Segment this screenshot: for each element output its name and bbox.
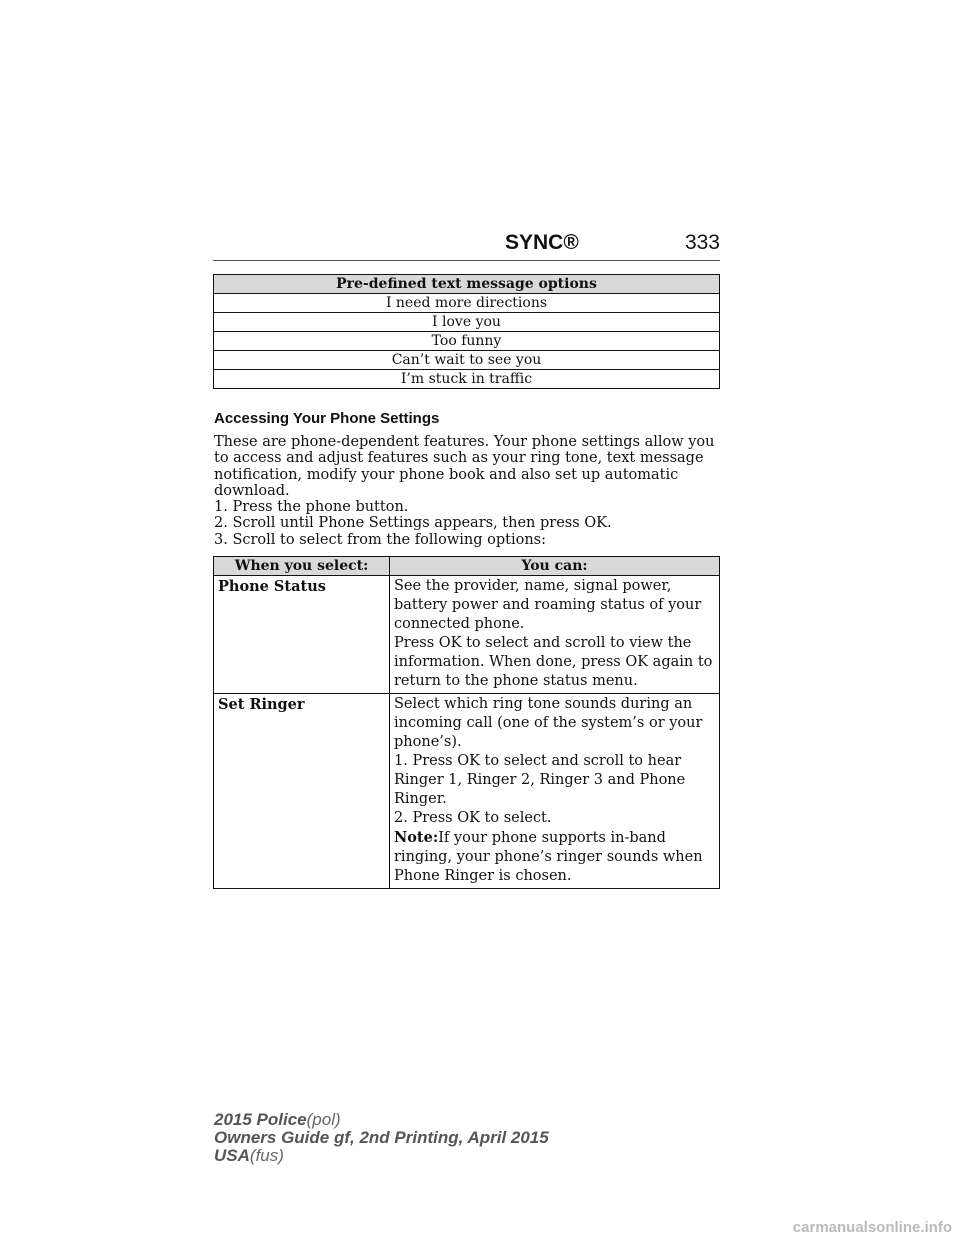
description-line: 1. Press OK to select and scroll to hear Ringer 1, Ringer 2, Ringer 3 and Phone Ringer.	[394, 753, 686, 807]
page-number: 333	[684, 231, 720, 254]
watermark: carmanualsonline.info	[792, 1219, 952, 1236]
phone-settings-options-table	[213, 556, 720, 889]
step-item: 1. Press the phone button.	[214, 499, 409, 516]
section-heading: Accessing Your Phone Settings	[214, 410, 440, 427]
column-header-when-you-select: When you select:	[214, 557, 390, 576]
note-label: Note:	[394, 829, 439, 846]
description-line: 2. Press OK to select.	[394, 810, 552, 826]
option-description	[390, 576, 720, 694]
page-header	[213, 228, 720, 261]
text-message-options-table	[213, 274, 720, 389]
description-line: Select which ring tone sounds during an incoming call (one of the system’s or your phone’s).	[394, 696, 703, 750]
table-row	[214, 694, 720, 889]
table-header: Pre-defined text message options	[214, 275, 720, 294]
page-footer	[214, 1111, 549, 1165]
table-row: I need more directions	[214, 294, 720, 313]
description-line: Press OK to select and scroll to view the information. When done, press OK again to return to the phone status menu.	[394, 635, 713, 689]
table-row: I’m stuck in traffic	[214, 370, 720, 389]
option-description	[390, 694, 720, 889]
table-row: I love you	[214, 313, 720, 332]
table-row: Can’t wait to see you	[214, 351, 720, 370]
section-body	[214, 434, 724, 548]
footer-line	[214, 1147, 549, 1165]
footer-edition: Owners Guide gf, 2nd Printing, April 2015	[214, 1128, 549, 1147]
chapter-title: SYNC®	[505, 231, 579, 254]
footer-market-code: (fus)	[249, 1146, 284, 1165]
intro-paragraph: These are phone-dependent features. Your phone settings allow you to access and adjust features such as your ring tone, text message notification, modify your phone book and also set up automatic download.	[214, 434, 715, 499]
column-header-you-can: You can:	[390, 557, 720, 576]
note-text: If your phone supports in-band ringing, your phone’s ringer sounds when Phone Ringer is chosen.	[394, 830, 703, 884]
footer-model-code: (pol)	[306, 1110, 341, 1129]
footer-market: USA	[214, 1146, 250, 1165]
footer-model: 2015 Police	[214, 1110, 307, 1129]
table-row: Too funny	[214, 332, 720, 351]
step-item: 3. Scroll to select from the following options:	[214, 531, 546, 548]
footer-line	[214, 1129, 549, 1147]
note-line	[394, 828, 715, 886]
description-line: See the provider, name, signal power, battery power and roaming status of your connected phone.	[394, 578, 702, 632]
footer-line	[214, 1111, 549, 1129]
option-name: Set Ringer	[214, 694, 390, 889]
table-row	[214, 576, 720, 694]
step-item: 2. Scroll until Phone Settings appears, then press OK.	[214, 515, 612, 532]
option-name: Phone Status	[214, 576, 390, 694]
